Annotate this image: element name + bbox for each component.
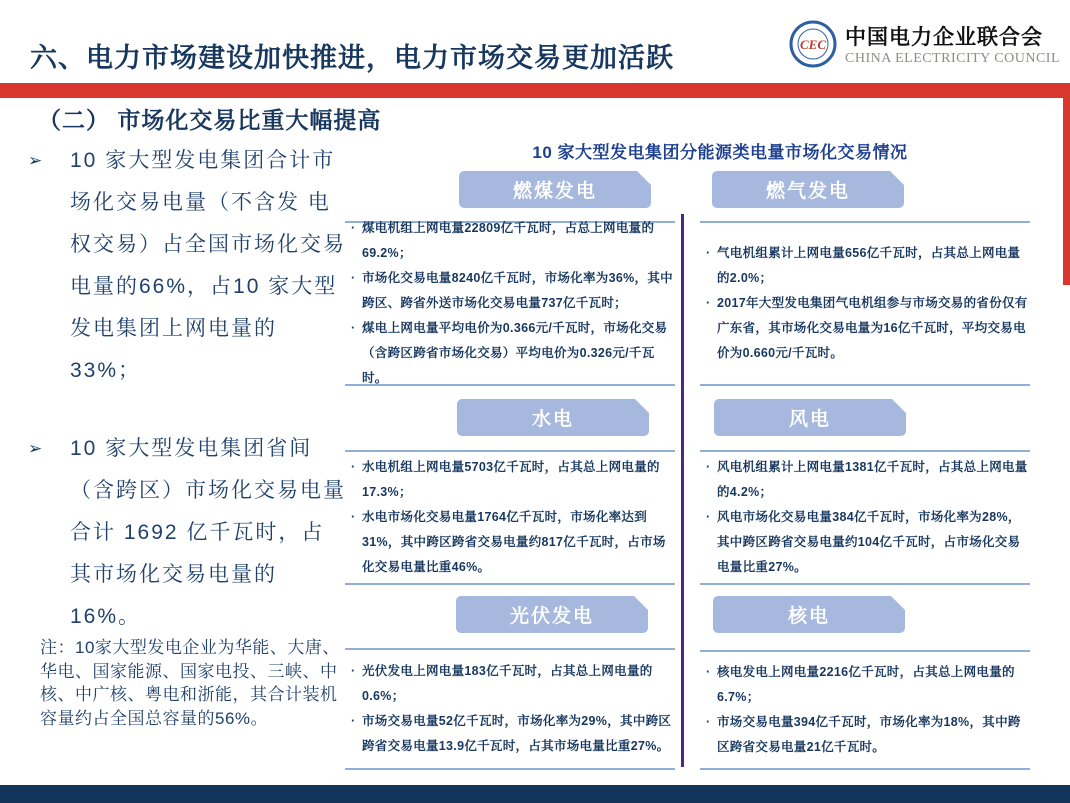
solar-bullet-1	[351, 659, 673, 709]
chart-area-title: 10 家大型发电集团分能源类电量市场化交易情况	[532, 143, 908, 162]
footer-bar	[0, 785, 1070, 803]
dot-bullet-icon: ·	[706, 460, 711, 474]
solar-bullet-1-text: 光伏发电上网电量183亿千瓦时，占其总上网电量的0.6%；	[362, 664, 653, 703]
corner-snip	[637, 171, 651, 185]
section-body-coal	[345, 221, 675, 386]
coal-bullet-3-text: 煤电上网电量平均电价为0.366元/千瓦时，市场化交易（含跨区跨省市场化交易）平均电价为0.326元/千瓦时。	[362, 321, 668, 385]
svg-text:CEC: CEC	[800, 37, 827, 52]
section-body-nuclear	[700, 650, 1030, 770]
section-header-coal	[459, 171, 651, 208]
wind-bullet-2-text: 风电市场化交易电量384亿千瓦时，市场化率为28%，其中跨区跨省交易电量约104亿千瓦时，占市场化交易电量比重27%。	[717, 510, 1021, 574]
coal-bullet-1-text: 煤电机组上网电量22809亿千瓦时，占总上网电量的69.2%；	[362, 221, 655, 260]
solar-bullet-2	[351, 709, 673, 759]
wind-bullet-1	[706, 455, 1028, 505]
left-bullet-2	[28, 428, 346, 638]
dot-bullet-icon: ·	[351, 664, 356, 678]
coal-bullet-2	[351, 266, 673, 316]
dot-bullet-icon: ·	[351, 714, 356, 728]
left-text-panel	[28, 140, 346, 638]
hydro-bullet-1-text: 水电机组上网电量5703亿千瓦时，占其总上网电量的17.3%；	[362, 460, 660, 499]
left-bullet-1	[28, 140, 346, 392]
wind-bullet-1-text: 风电机组累计上网电量1381亿千瓦时，占其总上网电量的4.2%；	[717, 460, 1028, 499]
section-header-hydro	[457, 399, 649, 436]
gas-bullet-1	[706, 241, 1028, 291]
corner-snip	[892, 399, 906, 413]
section-header-nuclear-label: 核电	[787, 606, 830, 627]
section-body-solar	[345, 648, 675, 770]
dot-bullet-icon: ·	[351, 221, 356, 235]
dot-bullet-icon: ·	[351, 460, 356, 474]
section-subtitle: （二） 市场化交易比重大幅提高	[38, 107, 382, 133]
dot-bullet-icon: ·	[706, 715, 711, 729]
nuclear-bullet-1	[706, 660, 1028, 710]
arrow-bullet-icon: ➢	[28, 151, 43, 170]
header-divider-bar	[0, 83, 1070, 98]
dot-bullet-icon: ·	[706, 296, 711, 310]
corner-snip	[635, 399, 649, 413]
section-body-hydro	[345, 450, 675, 585]
section-header-solar	[456, 596, 648, 633]
section-header-solar-label: 光伏发电	[509, 606, 594, 627]
page-title: 六、电力市场建设加快推进，电力市场交易更加活跃	[30, 43, 674, 73]
section-header-wind-label: 风电	[788, 409, 831, 430]
section-header-gas	[712, 171, 904, 208]
hydro-bullet-2-text: 水电市场化交易电量1764亿千瓦时，市场化率达到31%，其中跨区跨省交易电量约817亿千瓦时，占市场化交易电量比重46%。	[362, 510, 666, 574]
dot-bullet-icon: ·	[706, 665, 711, 679]
dot-bullet-icon: ·	[351, 510, 356, 524]
solar-bullet-2-text: 市场交易电量52亿千瓦时，市场化率为29%，其中跨区跨省交易电量13.9亿千瓦时，占其市场电量比重27%。	[362, 714, 672, 753]
right-edge-accent	[1063, 83, 1070, 285]
org-logo	[789, 20, 1060, 68]
wind-bullet-2	[706, 505, 1028, 580]
left-bullet-2-text: 10 家大型发电集团省间（含跨区）市场化交易电量合计 1692 亿千瓦时，占其市场化交易电量的 16%。	[70, 437, 346, 628]
corner-snip	[634, 596, 648, 610]
org-name-cn: 中国电力企业联合会	[845, 26, 1044, 49]
nuclear-bullet-2-text: 市场交易电量394亿千瓦时，市场化率为18%，其中跨区跨省交易电量21亿千瓦时。	[717, 715, 1021, 754]
section-body-wind	[700, 450, 1030, 585]
coal-bullet-1	[351, 216, 673, 266]
corner-snip	[891, 596, 905, 610]
nuclear-bullet-1-text: 核电发电上网电量2216亿千瓦时，占其总上网电量的6.7%；	[717, 665, 1015, 704]
footnote: 注：10家大型发电企业为华能、大唐、华电、国家能源、国家电投、三峡、中核、中广核、粤电和浙能，其合计装机容量约占全国总容量的56%。	[40, 638, 340, 728]
dot-bullet-icon: ·	[706, 510, 711, 524]
coal-bullet-2-text: 市场化交易电量8240亿千瓦时，市场化率为36%，其中跨区、跨省外送市场化交易电量737亿千瓦时；	[362, 271, 673, 310]
column-divider	[681, 214, 684, 767]
section-header-hydro-label: 水电	[531, 409, 574, 430]
gas-bullet-2	[706, 291, 1028, 366]
cec-emblem-icon	[789, 20, 837, 68]
dot-bullet-icon: ·	[351, 271, 356, 285]
org-name-en: CHINA ELECTRICITY COUNCIL	[845, 51, 1060, 66]
gas-bullet-2-text: 2017年大型发电集团气电机组参与市场交易的省份仅有广东省，其市场化交易电量为16亿千瓦时，平均交易电价为0.660元/千瓦时。	[717, 296, 1028, 360]
dot-bullet-icon: ·	[706, 246, 711, 260]
corner-snip	[890, 171, 904, 185]
section-header-gas-label: 燃气发电	[765, 181, 850, 202]
arrow-bullet-icon: ➢	[28, 439, 43, 458]
nuclear-bullet-2	[706, 710, 1028, 760]
dot-bullet-icon: ·	[351, 321, 356, 335]
hydro-bullet-1	[351, 455, 673, 505]
coal-bullet-3	[351, 316, 673, 391]
section-body-gas	[700, 221, 1030, 386]
left-bullet-1-text: 10 家大型发电集团合计市场化交易电量（不含发 电权交易）占全国市场化交易电量的66%，占10 家大型发电集团上网电量的33%；	[70, 149, 346, 382]
gas-bullet-1-text: 气电机组累计上网电量656亿千瓦时，占其总上网电量的2.0%；	[717, 246, 1021, 285]
section-header-coal-label: 燃煤发电	[512, 181, 597, 202]
section-header-nuclear	[713, 596, 905, 633]
hydro-bullet-2	[351, 505, 673, 580]
section-header-wind	[714, 399, 906, 436]
